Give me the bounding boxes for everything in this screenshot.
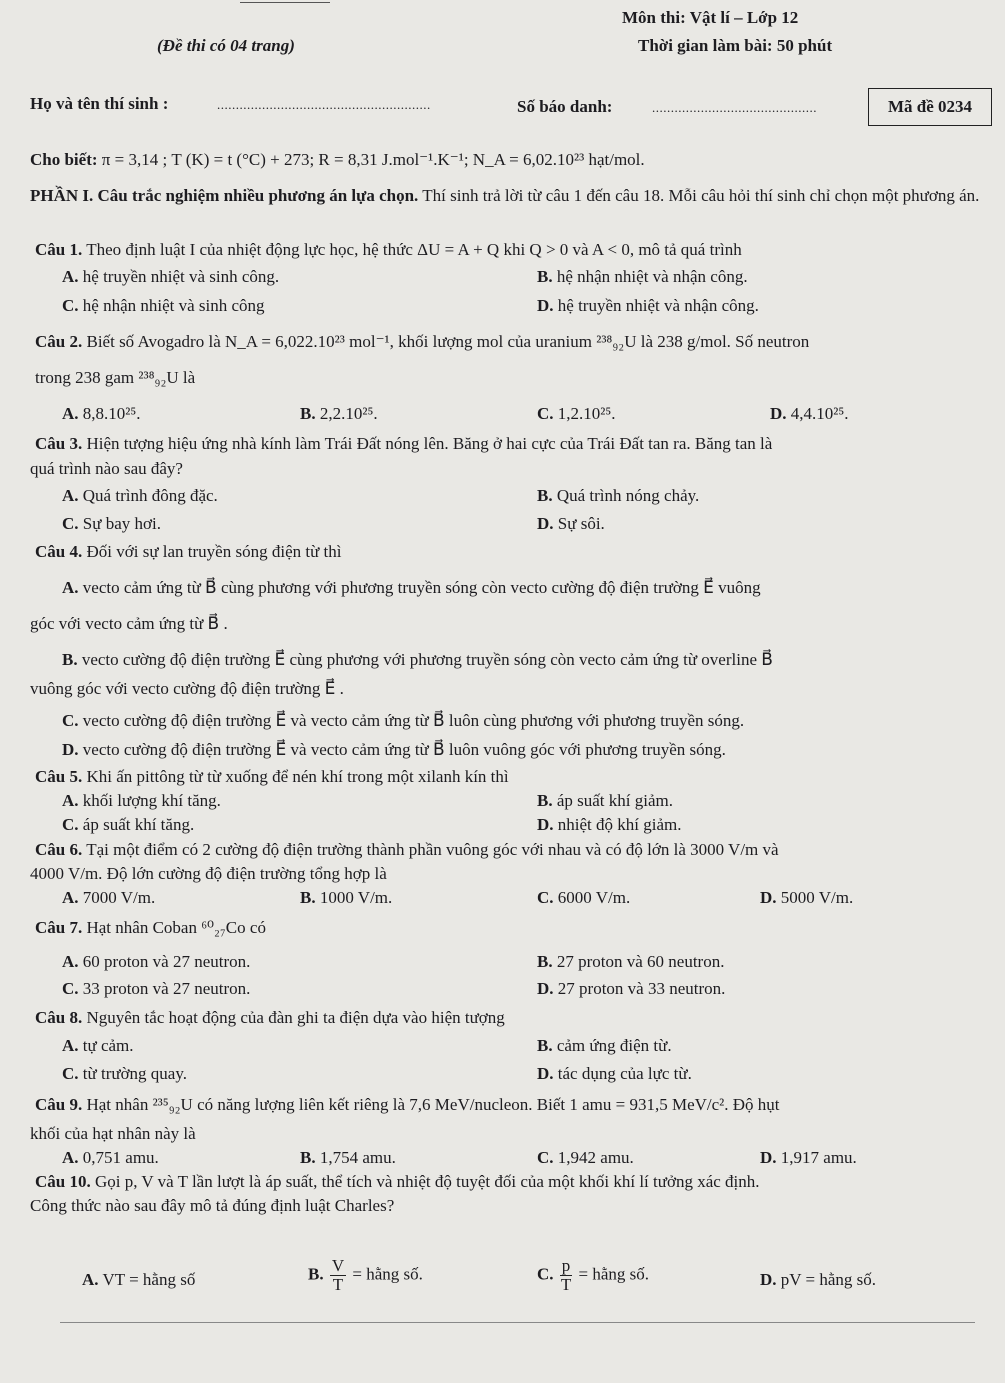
q8-option-c[interactable]: C. từ trường quay. xyxy=(62,1064,187,1083)
question-6 xyxy=(35,840,779,860)
name-field[interactable]: ......................................................... xyxy=(217,97,431,112)
question-label: Câu 5. xyxy=(35,767,83,786)
question-6-cont: 4000 V/m. Độ lớn cường độ điện trường tổng hợp là xyxy=(30,864,387,883)
question-4 xyxy=(35,542,342,562)
question-label: Câu 1. xyxy=(35,240,83,259)
q3-option-d[interactable]: D. Sự sôi. xyxy=(537,514,605,533)
question-text: Hạt nhân ²³⁵₉₂U có năng lượng liên kết riêng là 7,6 MeV/nucleon. Biết 1 amu = 931,5 MeV/c². Độ hụt xyxy=(86,1095,780,1114)
question-10-cont: Công thức nào sau đây mô tả đúng định luật Charles? xyxy=(30,1196,395,1215)
q9-option-b[interactable]: B. 1,754 amu. xyxy=(300,1148,396,1167)
q10-option-b[interactable]: B. $\frac{V}{T}$ = hằng số. xyxy=(308,1256,423,1294)
q5-option-b[interactable]: B. áp suất khí giảm. xyxy=(537,791,673,810)
part1-title: PHẦN I. Câu trắc nghiệm nhiều phương án lựa chọn. xyxy=(30,186,419,205)
question-label: Câu 3. xyxy=(35,434,83,453)
question-text: Gọi p, V và T lần lượt là áp suất, thể tích và nhiệt độ tuyệt đối của một khối khí lí tưởng xác định. xyxy=(94,1172,760,1191)
question-2-cont: trong 238 gam ²³⁸₉₂U là xyxy=(35,368,196,387)
question-text: Theo định luật I của nhiệt động lực học, hệ thức ΔU = A + Q khi Q > 0 và A < 0, mô tả quá trình xyxy=(86,240,742,259)
part1-intro xyxy=(30,184,990,208)
question-label: Câu 8. xyxy=(35,1008,83,1027)
q8-option-b[interactable]: B. cảm ứng điện từ. xyxy=(537,1036,672,1055)
q2-option-a[interactable]: A. 8,8.10²⁵. xyxy=(62,404,141,423)
given-label: Cho biết: xyxy=(30,150,98,169)
q6-option-d[interactable]: D. 5000 V/m. xyxy=(760,888,854,907)
q7-option-c[interactable]: C. 33 proton và 27 neutron. xyxy=(62,979,251,998)
question-5 xyxy=(35,767,509,787)
question-label: Câu 4. xyxy=(35,542,83,561)
question-text: Hiện tượng hiệu ứng nhà kính làm Trái Đất nóng lên. Băng ở hai cực của Trái Đất tan ra. Băng tan là xyxy=(86,434,773,453)
question-2 xyxy=(35,332,809,352)
question-text: Nguyên tắc hoạt động của đàn ghi ta điện dựa vào hiện tượng xyxy=(86,1008,505,1027)
q6-option-c[interactable]: C. 6000 V/m. xyxy=(537,888,631,907)
question-3-cont: quá trình nào sau đây? xyxy=(30,459,183,478)
q2-option-c[interactable]: C. 1,2.10²⁵. xyxy=(537,404,616,423)
fraction: $\frac{V}{T}$ xyxy=(331,1256,345,1294)
q2-option-d[interactable]: D. 4,4.10²⁵. xyxy=(770,404,849,423)
question-8 xyxy=(35,1008,505,1028)
question-text: Đối với sự lan truyền sóng điện từ thì xyxy=(86,542,342,561)
question-label: Câu 6. xyxy=(35,840,83,859)
question-label: Câu 7. xyxy=(35,918,83,937)
q8-option-a[interactable]: A. tự cảm. xyxy=(62,1036,134,1055)
question-7 xyxy=(35,918,266,938)
q3-option-b[interactable]: B. Quá trình nóng chảy. xyxy=(537,486,700,505)
exam-duration: Thời gian làm bài: 50 phút xyxy=(638,36,833,55)
q6-option-a[interactable]: A. 7000 V/m. xyxy=(62,888,156,907)
q8-option-d[interactable]: D. tác dụng của lực từ. xyxy=(537,1064,692,1083)
q9-option-c[interactable]: C. 1,942 amu. xyxy=(537,1148,634,1167)
q5-option-c[interactable]: C. áp suất khí tăng. xyxy=(62,815,195,834)
fraction: $\frac{p}{T}$ xyxy=(560,1256,572,1294)
question-10 xyxy=(35,1172,760,1192)
pages-note: (Đề thi có 04 trang) xyxy=(157,36,295,55)
q4-option-b[interactable]: B. vecto cường độ điện trường E⃗ cùng phương với phương truyền sóng còn vecto cảm ứng từ overline B⃗ xyxy=(62,650,773,669)
given-line xyxy=(30,150,645,170)
q7-option-b[interactable]: B. 27 proton và 60 neutron. xyxy=(537,952,725,971)
question-3 xyxy=(35,434,772,454)
sbd-label: Số báo danh: xyxy=(517,97,613,116)
question-text: Hạt nhân Coban ⁶⁰₂₇Co có xyxy=(86,918,266,937)
q9-option-a[interactable]: A. 0,751 amu. xyxy=(62,1148,159,1167)
question-label: Câu 10. xyxy=(35,1172,91,1191)
q1-option-d[interactable]: D. hệ truyền nhiệt và nhận công. xyxy=(537,296,759,315)
question-9 xyxy=(35,1095,780,1115)
q5-option-d[interactable]: D. nhiệt độ khí giảm. xyxy=(537,815,682,834)
name-label: Họ và tên thí sinh : xyxy=(30,94,169,113)
q1-option-c[interactable]: C. hệ nhận nhiệt và sinh công xyxy=(62,296,265,315)
question-1 xyxy=(35,240,742,260)
q1-option-b[interactable]: B. hệ nhận nhiệt và nhận công. xyxy=(537,267,748,286)
q5-option-a[interactable]: A. khối lượng khí tăng. xyxy=(62,791,221,810)
bottom-rule xyxy=(60,1322,975,1323)
top-rule xyxy=(240,2,330,3)
q4-option-a[interactable]: A. vecto cảm ứng từ B⃗ cùng phương với phương truyền sóng còn vecto cường độ điện trường E⃗ vuông xyxy=(62,578,761,597)
q10-option-d[interactable]: D. pV = hằng số. xyxy=(760,1270,876,1289)
question-label: Câu 9. xyxy=(35,1095,83,1114)
exam-code-box xyxy=(868,88,992,126)
q9-option-d[interactable]: D. 1,917 amu. xyxy=(760,1148,857,1167)
q3-option-a[interactable]: A. Quá trình đông đặc. xyxy=(62,486,218,505)
given-text: π = 3,14 ; T (K) = t (°C) + 273; R = 8,31 J.mol⁻¹.K⁻¹; N_A = 6,02.10²³ hạt/mol. xyxy=(101,150,645,169)
question-text: Khi ấn pittông từ từ xuống để nén khí trong một xilanh kín thì xyxy=(86,767,509,786)
q4-option-c[interactable]: C. vecto cường độ điện trường E⃗ và vecto cảm ứng từ B⃗ luôn cùng phương với phương truyền sóng. xyxy=(62,711,745,730)
question-9-cont: khối của hạt nhân này là xyxy=(30,1124,196,1143)
q1-option-a[interactable]: A. hệ truyền nhiệt và sinh công. xyxy=(62,267,280,286)
q4-option-b-cont: vuông góc với vecto cường độ điện trường E⃗ . xyxy=(30,679,344,698)
question-text: Tại một điểm có 2 cường độ điện trường thành phần vuông góc với nhau và có độ lớn là 3000 V/m và xyxy=(86,840,779,859)
exam-subject: Môn thi: Vật lí – Lớp 12 xyxy=(622,8,799,27)
q3-option-c[interactable]: C. Sự bay hơi. xyxy=(62,514,161,533)
q10-option-c[interactable]: C. $\frac{p}{T}$ = hằng số. xyxy=(537,1256,650,1294)
exam-code: Mã đề 0234 xyxy=(887,97,973,116)
part1-text: Thí sinh trả lời từ câu 1 đến câu 18. Mỗi câu hỏi thí sinh chỉ chọn một phương án. xyxy=(422,186,980,205)
question-text: Biết số Avogadro là N_A = 6,022.10²³ mol⁻¹, khối lượng mol của uranium ²³⁸₉₂U là 238 g/mol. Số neutron xyxy=(86,332,810,351)
q7-option-d[interactable]: D. 27 proton và 33 neutron. xyxy=(537,979,726,998)
q2-option-b[interactable]: B. 2,2.10²⁵. xyxy=(300,404,378,423)
q4-option-d[interactable]: D. vecto cường độ điện trường E⃗ và vecto cảm ứng từ B⃗ luôn vuông góc với phương truyền sóng. xyxy=(62,740,726,759)
question-label: Câu 2. xyxy=(35,332,83,351)
q7-option-a[interactable]: A. 60 proton và 27 neutron. xyxy=(62,952,251,971)
q4-option-a-cont: góc với vecto cảm ứng từ B⃗ . xyxy=(30,614,228,633)
sbd-field[interactable]: ............................................ xyxy=(652,100,817,115)
q10-option-a[interactable]: A. VT = hằng số xyxy=(82,1270,196,1289)
q6-option-b[interactable]: B. 1000 V/m. xyxy=(300,888,393,907)
